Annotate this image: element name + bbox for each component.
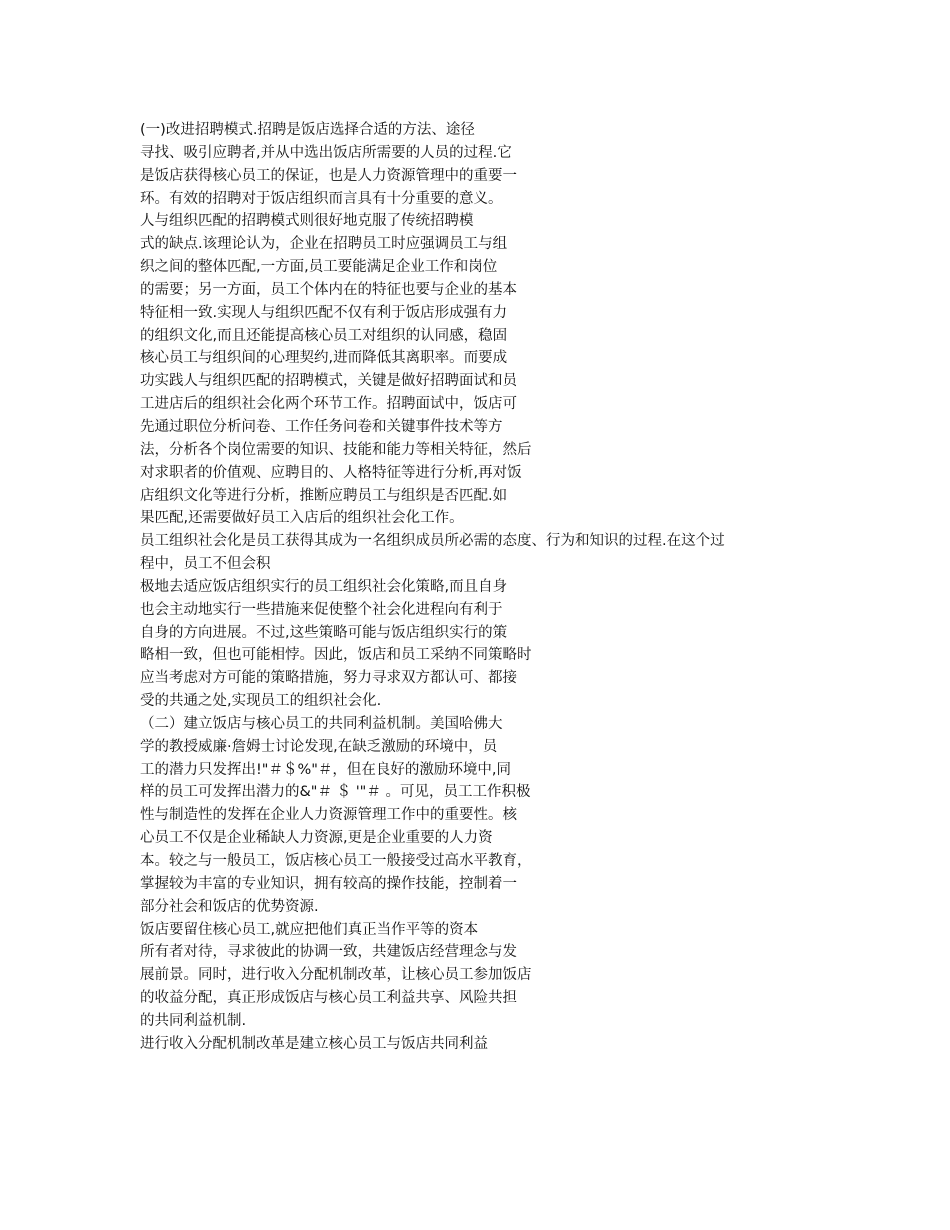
text-line: 性与制造性的发挥在企业人力资源管理工作中的重要性。核 bbox=[140, 807, 517, 824]
text-line: 心员工不仅是企业稀缺人力资源,更是企业重要的人力资 bbox=[140, 830, 493, 847]
text-line: 的需要；另一方面，员工个体内在的特征也要与企业的基本 bbox=[140, 281, 517, 298]
text-line: 略相一致，但也可能相悖。因此，饭店和员工采纳不同策略时 bbox=[140, 647, 532, 664]
text-line: 织之间的整体匹配,一方面,员工要能满足企业工作和岗位 bbox=[140, 259, 498, 276]
text-line: 店组织文化等进行分析，推断应聘员工与组织是否匹配.如 bbox=[140, 487, 508, 504]
text-line: 先通过职位分析问卷、工作任务问卷和关键事件技术等方 bbox=[140, 418, 503, 435]
text-line: 展前景。同时，进行收入分配机制改革，让核心员工参加饭店 bbox=[140, 967, 532, 984]
text-line: 受的共通之处,实现员工的组织社会化. bbox=[140, 693, 382, 710]
text-line: 对求职者的价值观、应聘目的、人格特征等进行分析,再对饭 bbox=[140, 464, 522, 481]
text-line: 的收益分配，真正形成饭店与核心员工利益共享、风险共担 bbox=[140, 990, 517, 1007]
text-line: 的组织文化,而且还能提高核心员工对组织的认同感，稳固 bbox=[140, 327, 508, 344]
text-line: 是饭店获得核心员工的保证，也是人力资源管理中的重要一 bbox=[140, 167, 517, 184]
document-body bbox=[140, 119, 840, 1056]
text-line: 寻找、吸引应聘者,并从中选出饭店所需要的人员的过程.它 bbox=[140, 144, 512, 161]
text-line: 人与组织匹配的招聘模式则很好地克服了传统招聘模 bbox=[140, 213, 474, 230]
text-line: 所有者对待，寻求彼此的协调一致，共建饭店经营理念与发 bbox=[140, 944, 517, 961]
text-line: 部分社会和饭店的优势资源. bbox=[140, 898, 319, 915]
text-line: 核心员工与组织间的心理契约,进而降低其离职率。而要成 bbox=[140, 350, 508, 367]
text-line: 极地去适应饭店组织实行的员工组织社会化策略,而且自身 bbox=[140, 578, 508, 595]
text-line: 果匹配,还需要做好员工入店后的组织社会化工作。 bbox=[140, 510, 464, 527]
text-line: 工进店后的组织社会化两个环节工作。招聘面试中，饭店可 bbox=[140, 396, 517, 413]
text-line: 应当考虑对方可能的策略措施，努力寻求双方都认可、都接 bbox=[140, 670, 517, 687]
text-line: 特征相一致.实现人与组织匹配不仅有利于饭店形成强有力 bbox=[140, 304, 508, 321]
text-line: 学的教授威廉·詹姆士讨论发现,在缺乏激励的环境中，员 bbox=[140, 738, 498, 755]
text-line: 程中，员工不但会积 bbox=[140, 556, 271, 573]
text-line: 本。较之与一般员工，饭店核心员工一般接受过高水平教育， bbox=[140, 853, 532, 869]
text-line: 功实践人与组织匹配的招聘模式，关键是做好招聘面试和员 bbox=[140, 373, 517, 390]
text-line: 也会主动地实行一些措施来促使整个社会化进程向有利于 bbox=[140, 601, 503, 618]
text-line: 自身的方向进展。不过,这些策略可能与饭店组织实行的策 bbox=[140, 624, 508, 641]
text-line: 法，分析各个岗位需要的知识、技能和能力等相关特征，然后 bbox=[140, 441, 532, 458]
text-line: 环。有效的招聘对于饭店组织而言具有十分重要的意义。 bbox=[140, 190, 503, 207]
text-line: 样的员工可发挥出潜力的&"＃ ＄ '"＃ 。可见，员工工作积极 bbox=[140, 784, 531, 801]
text-line: 工的潜力只发挥出!"＃＄%"＃，但在良好的激励环境中,同 bbox=[140, 761, 512, 778]
text-line: 式的缺点.该理论认为，企业在招聘员工时应强调员工与组 bbox=[140, 236, 508, 253]
text-line: 进行收入分配机制改革是建立核心员工与饭店共同利益 bbox=[140, 1035, 488, 1052]
text-line: （二）建立饭店与核心员工的共同利益机制。美国哈佛大 bbox=[140, 715, 503, 732]
text-line: (一)改进招聘模式.招聘是饭店选择合适的方法、途径 bbox=[140, 122, 475, 138]
text-line: 的共同利益机制. bbox=[140, 1012, 247, 1029]
text-line: 饭店要留住核心员工,就应把他们真正当作平等的资本 bbox=[140, 921, 479, 938]
text-line: 掌握较为丰富的专业知识，拥有较高的操作技能，控制着一 bbox=[140, 875, 517, 892]
text-line: 员工组织社会化是员工获得其成为一名组织成员所必需的态度、行为和知识的过程.在这个过 bbox=[140, 533, 725, 550]
